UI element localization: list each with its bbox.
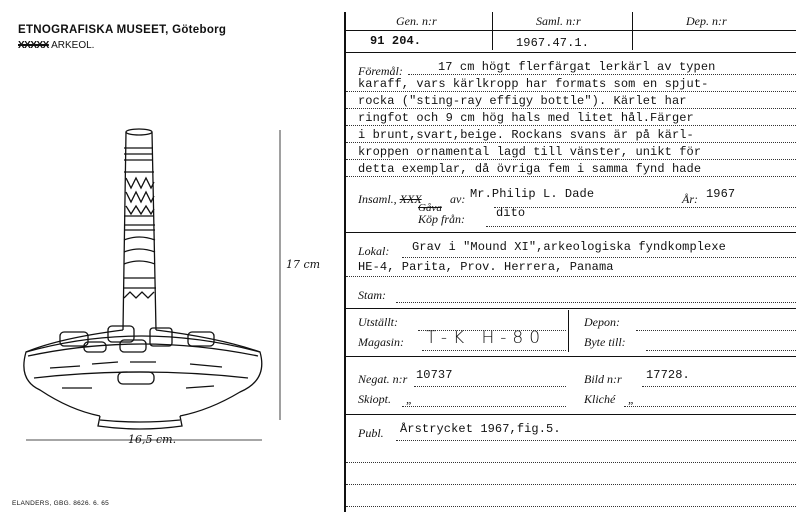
insaml-struck: XXX	[399, 192, 422, 206]
stam-label: Stam:	[358, 288, 386, 302]
lokal-line-2: HE-4, Parita, Prov. Herrera, Panama	[358, 260, 614, 274]
publ-label: Publ.	[358, 426, 384, 440]
description-line-7: detta exemplar, då övriga fem i samma fynd hade	[358, 162, 702, 176]
foremal-label: Föremål:	[358, 64, 403, 78]
magasin-value: T-K H-80	[426, 328, 547, 348]
skiopt-value: „	[406, 392, 413, 406]
lokal-label: Lokal:	[358, 244, 390, 258]
saml-nr-value: 1967.47.1.	[516, 36, 590, 50]
description-line-1: 17 cm högt flerfärgat lerkärl av typen	[438, 60, 716, 74]
vessel-drawing	[0, 120, 340, 460]
struck-department: XXXXX	[18, 40, 49, 51]
description-line-6: kroppen ornamental lagd till vänster, unikt för	[358, 145, 702, 159]
museum-city: Göteborg	[172, 24, 227, 36]
museum-title	[18, 24, 226, 36]
kliche-label: Kliché	[584, 392, 616, 406]
negat-label: Negat. n:r	[358, 372, 408, 386]
gen-nr-value: 91 204.	[370, 34, 422, 48]
magasin-label: Magasin:	[358, 335, 404, 349]
lokal-line-1: Grav i "Mound XI",arkeologiska fyndkomplexe	[412, 240, 726, 254]
negat-value: 10737	[416, 368, 453, 382]
depon-label: Depon:	[584, 315, 620, 329]
description-line-3: rocka ("sting-ray effigy bottle"). Kärlet har	[358, 94, 687, 108]
ar-label: År:	[682, 192, 698, 206]
bild-label: Bild n:r	[584, 372, 622, 386]
description-line-5: i brunt,svart,beige. Rockans svans är på kärl-	[358, 128, 694, 142]
department-line	[18, 40, 94, 51]
bild-value: 17728.	[646, 368, 690, 382]
description-line-4: ringfot och 9 cm hög hals med litet hål.Färger	[358, 111, 694, 125]
catalogue-card	[344, 12, 796, 512]
kliche-value: „	[628, 392, 635, 406]
department: ARKEOL.	[51, 40, 95, 51]
gen-nr-label: Gen. n:r	[396, 14, 437, 28]
gava-struck: Gåva	[418, 202, 442, 214]
publ-value: Årstrycket 1967,fig.5.	[400, 422, 561, 436]
printer-imprint: ELANDERS, GBG. 8626. 6. 65	[12, 500, 110, 507]
saml-nr-label: Saml. n:r	[536, 14, 581, 28]
museum-name: ETNOGRAFISKA MUSEET,	[18, 24, 169, 36]
ar-value: 1967	[706, 187, 736, 201]
av-label: av:	[450, 192, 466, 206]
kop-label: Köp från:	[418, 212, 466, 226]
insaml-label: Insaml., XXX	[358, 192, 422, 206]
utstallt-label: Utställt:	[358, 315, 399, 329]
dep-nr-label: Dep. n:r	[686, 14, 727, 28]
collector-value: Mr.Philip L. Dade	[470, 187, 595, 201]
skiopt-label: Skiopt.	[358, 392, 391, 406]
kop-value: dito	[496, 206, 526, 220]
height-annotation: 17 cm	[286, 258, 321, 271]
byte-label: Byte till:	[584, 335, 626, 349]
width-annotation: 16,5 cm.	[128, 433, 177, 446]
description-line-2: karaff, vars kärlkropp har formats som en spjut-	[358, 77, 709, 91]
